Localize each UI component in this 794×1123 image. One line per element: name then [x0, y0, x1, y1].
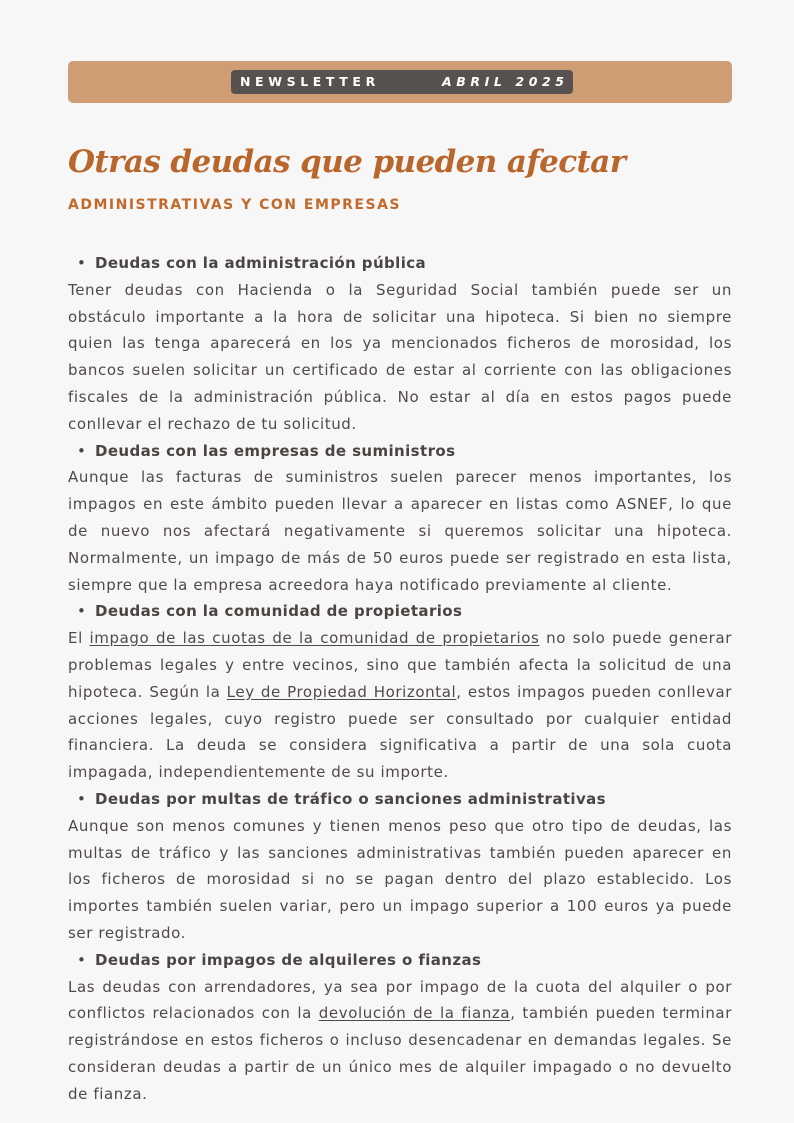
paragraph-text: El: [68, 629, 90, 648]
bullet-icon: •: [77, 254, 87, 272]
paragraph-text: , estos impagos pueden conllevar acciones legales, cuyo registro puede ser consultado por cualquier entidad financiera. La deuda se considera significativa a partir de una sola cuota impagada, independientemente de su importe.: [68, 682, 732, 782]
section-heading: [68, 250, 732, 277]
newsletter-header-pill: [231, 70, 573, 94]
bullet-icon: •: [77, 950, 87, 969]
paragraph-text: , también pueden terminar registrándose en estos ficheros o incluso desencadenar en demandas legales. Se consideran deudas a partir de un único mes de alquiler impagado o no devuelto de fianza.: [68, 1004, 732, 1103]
section-paragraph: Aunque las facturas de suministros suelen parecer menos importantes, los impagos en este ámbito pueden llevar a aparecer en listas como ASNEF, lo que de nuevo nos afectará negativamente si queremos solicitar una hipoteca. Normalmente, un impago de más de 50 euros puede ser registrado en esta lista, siempre que la empresa acreedora haya notificado previamente al cliente.: [68, 468, 732, 594]
newsletter-header-bar: [68, 61, 732, 103]
bullet-icon: •: [77, 789, 87, 808]
page-title: Otras deudas que pueden afectar: [68, 144, 626, 180]
section-heading: [68, 598, 732, 625]
section-heading-text: Deudas con las empresas de suministros: [95, 441, 456, 460]
article-body: [68, 250, 732, 1108]
section-heading: [68, 438, 732, 465]
section-paragraph: Tener deudas con Hacienda o la Seguridad Social también puede ser un obstáculo importante a la hora de solicitar una hipoteca. Si bien no siempre quien las tenga aparecerá en los ya mencionados ficheros de morosidad, los bancos suelen solicitar un certificado de estar al corriente con las obligaciones fiscales de la administración pública. No estar al día en estos pagos puede conllevar el rechazo de tu solicitud.: [68, 280, 732, 433]
newsletter-date: ABRIL 2025: [442, 74, 569, 89]
bullet-icon: •: [77, 441, 87, 460]
section-heading-text: Deudas por multas de tráfico o sanciones administrativas: [95, 789, 606, 808]
bullet-icon: •: [77, 602, 87, 621]
link-devolucion-fianza[interactable]: devolución de la fianza: [318, 1004, 511, 1023]
paragraph-text: Las deudas con arrendadores, ya sea por impago de la cuota del alquiler o por conflictos relacionados con la: [68, 977, 732, 1023]
section-heading: [68, 947, 732, 974]
section-paragraph: Aunque son menos comunes y tienen menos peso que otro tipo de deudas, las multas de tráfico y las sanciones administrativas también pueden aparecer en los ficheros de morosidad si no se pagan dentro del plazo establecido. Los importes también suelen variar, pero un impago superior a 100 euros ya puede ser registrado.: [68, 816, 732, 942]
paragraph-text: no solo puede generar problemas legales y entre vecinos, sino que también afecta la solicitud de una hipoteca. Según la: [68, 629, 732, 701]
section-heading-text: Deudas con la administración pública: [95, 254, 427, 272]
section-paragraph: [68, 625, 732, 786]
section-heading-text: Deudas con la comunidad de propietarios: [95, 602, 463, 621]
link-impago-cuotas-comunidad[interactable]: impago de las cuotas de la comunidad de propietarios: [89, 629, 540, 648]
section-heading: [68, 786, 732, 813]
page-subtitle: ADMINISTRATIVAS Y CON EMPRESAS: [68, 197, 401, 213]
link-ley-propiedad-horizontal[interactable]: Ley de Propiedad Horizontal: [226, 682, 457, 701]
section-heading-text: Deudas por impagos de alquileres o fianzas: [95, 950, 482, 969]
newsletter-label: NEWSLETTER: [240, 74, 380, 89]
section-paragraph: [68, 974, 732, 1108]
